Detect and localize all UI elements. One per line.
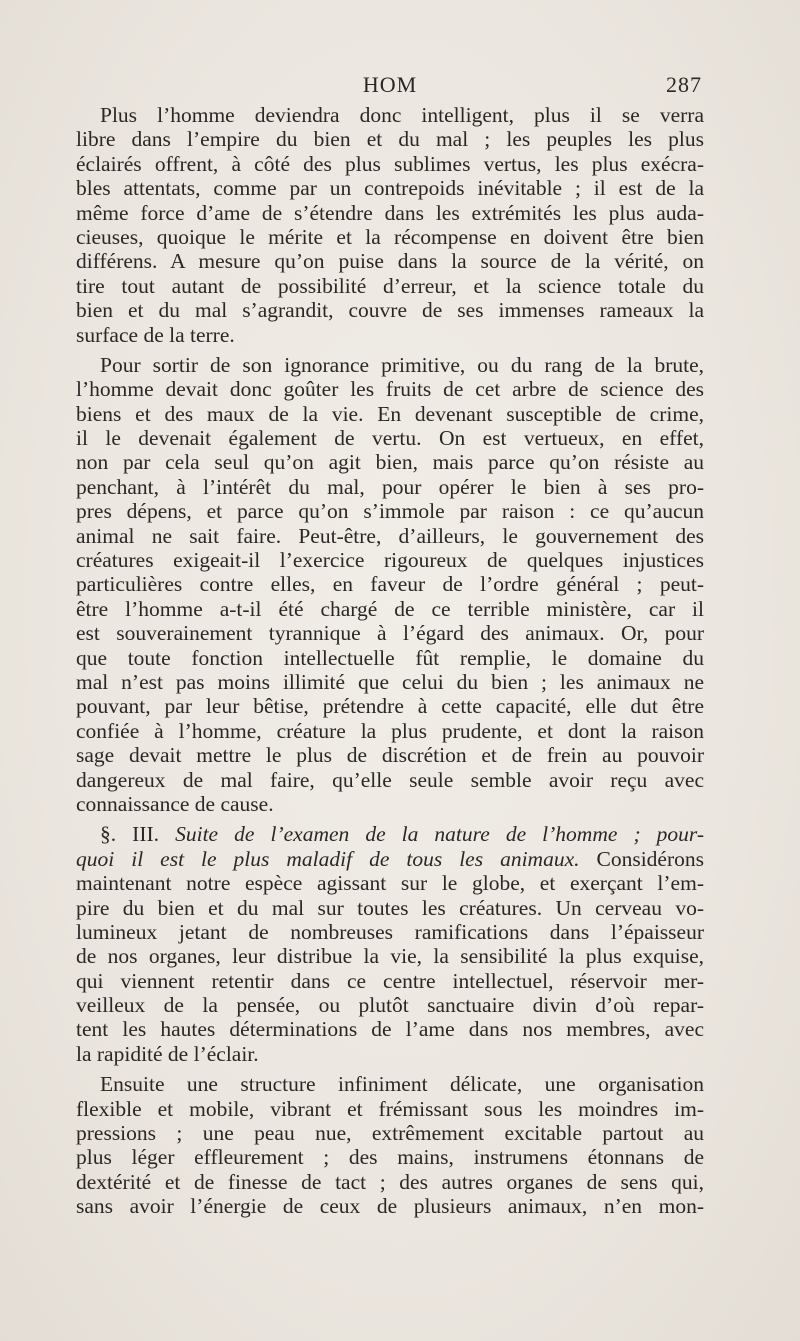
text-line: éclairés offrent, à côté des plus sublimes vertus, les plus exécra-	[76, 151, 704, 176]
section-heading-line	[76, 822, 704, 846]
text-line: Plus l’homme deviendra donc intelligent, plus il se verra	[100, 103, 704, 127]
text-line: lumineux jetant de nombreuses ramifications dans l’épaisseur	[76, 919, 704, 944]
running-title: HOM	[362, 72, 418, 97]
text-line: l’homme devait donc goûter les fruits de cet arbre de science des	[76, 377, 704, 402]
text-line: bles attentats, comme par un contrepoids inévitable ; il est de la	[76, 176, 704, 201]
section-title: Suite de l’examen de la nature de l’homme ; pour-	[175, 822, 705, 847]
text-line: bien et du mal s’agrandit, couvre de ses immenses rameaux la	[76, 298, 704, 323]
paragraph-2	[76, 353, 704, 816]
paragraph-4	[76, 1072, 704, 1218]
body-text	[76, 103, 704, 1219]
section-heading-line	[76, 847, 704, 871]
text-line: créatures exigeait-il l’exercice rigoureux de quelques injustices	[76, 548, 704, 573]
text-line: tent les hautes déterminations de l’ame dans nos membres, avec	[76, 1017, 704, 1042]
text-line: pouvant, par leur bêtise, prétendre à cette capacité, elle dut être	[76, 694, 704, 719]
text-line: surface de la terre.	[76, 322, 235, 347]
text-line: la rapidité de l’éclair.	[76, 1041, 259, 1066]
section-title-cont: quoi il est le plus maladif de tous les animaux.	[76, 846, 580, 871]
text-line: être l’homme a-t-il été chargé de ce terrible ministère, car il	[76, 596, 704, 621]
text-line: Ensuite une structure infiniment délicate, une organisation	[100, 1072, 704, 1097]
text-line: pressions ; une peau nue, extrêmement excitable partout au	[76, 1121, 704, 1146]
text-line: même force d’ame de s’étendre dans les extrémités les plus auda-	[76, 200, 704, 225]
section-mark: §. III.	[100, 822, 160, 847]
paragraph-1	[76, 103, 704, 347]
text-line: non par cela seul qu’on agit bien, mais parce qu’on résiste au	[76, 450, 704, 475]
text-line: penchant, à l’intérêt du mal, pour opérer le bien à ses pro-	[76, 474, 704, 499]
text-line: dangereux de mal faire, qu’elle seule semble avoir reçu avec	[76, 767, 704, 792]
text-line: Pour sortir de son ignorance primitive, ou du rang de la brute,	[100, 352, 704, 377]
text-line: pire du bien et du mal sur toutes les créatures. Un cerveau vo-	[76, 895, 704, 920]
text-line: plus léger effleurement ; des mains, instrumens étonnans de	[76, 1145, 704, 1170]
text-line: connaissance de cause.	[76, 791, 274, 816]
page-header	[78, 72, 702, 102]
text-line: est souverainement tyrannique à l’égard des animaux. Or, pour	[76, 621, 704, 646]
text-line: différens. A mesure qu’on puise dans la source de la vérité, on	[76, 249, 704, 274]
text-line: biens et des maux de la vie. En devenant susceptible de crime,	[76, 401, 704, 426]
text-line: animal ne sait faire. Peut-être, d’ailleurs, le gouvernement des	[76, 523, 704, 548]
text-line: que toute fonction intellectuelle fût remplie, le domaine du	[76, 645, 704, 670]
text-line: il le devenait également de vertu. On est vertueux, en effet,	[76, 426, 704, 451]
text-line: flexible et mobile, vibrant et frémissant sous les moindres im-	[76, 1096, 704, 1121]
page-number: 287	[666, 72, 702, 97]
text-line: confiée à l’homme, créature la plus prudente, et dont la raison	[76, 718, 704, 743]
text-line: dextérité et de finesse de tact ; des autres organes de sens qui,	[76, 1169, 704, 1194]
text-line: cieuses, quoique le mérite et la récompense en doivent être bien	[76, 224, 704, 249]
text-line: sage devait mettre le plus de discrétion et de frein au pouvoir	[76, 743, 704, 768]
text-line: mal n’est pas moins illimité que celui du bien ; les animaux ne	[76, 669, 704, 694]
text-line: pres dépens, et parce qu’on s’immole par raison : ce qu’aucun	[76, 499, 704, 524]
text-line: sans avoir l’énergie de ceux de plusieurs animaux, n’en mon-	[76, 1194, 704, 1219]
section-text-start: Considérons	[579, 846, 704, 871]
text-line: maintenant notre espèce agissant sur le globe, et exerçant l’em-	[76, 871, 704, 896]
section-3-paragraph	[76, 822, 704, 1066]
text-line: de nos organes, leur distribue la vie, la sensibilité la plus exquise,	[76, 944, 704, 969]
text-line: particulières contre elles, en faveur de l’ordre général ; peut-	[76, 572, 704, 597]
text-line: tire tout autant de possibilité d’erreur, et la science totale du	[76, 273, 704, 298]
text-line: qui viennent retentir dans ce centre intellectuel, réservoir mer-	[76, 968, 704, 993]
text-line: libre dans l’empire du bien et du mal ; les peuples les plus	[76, 127, 704, 152]
text-line: veilleux de la pensée, ou plutôt sanctuaire divin d’où repar-	[76, 993, 704, 1018]
